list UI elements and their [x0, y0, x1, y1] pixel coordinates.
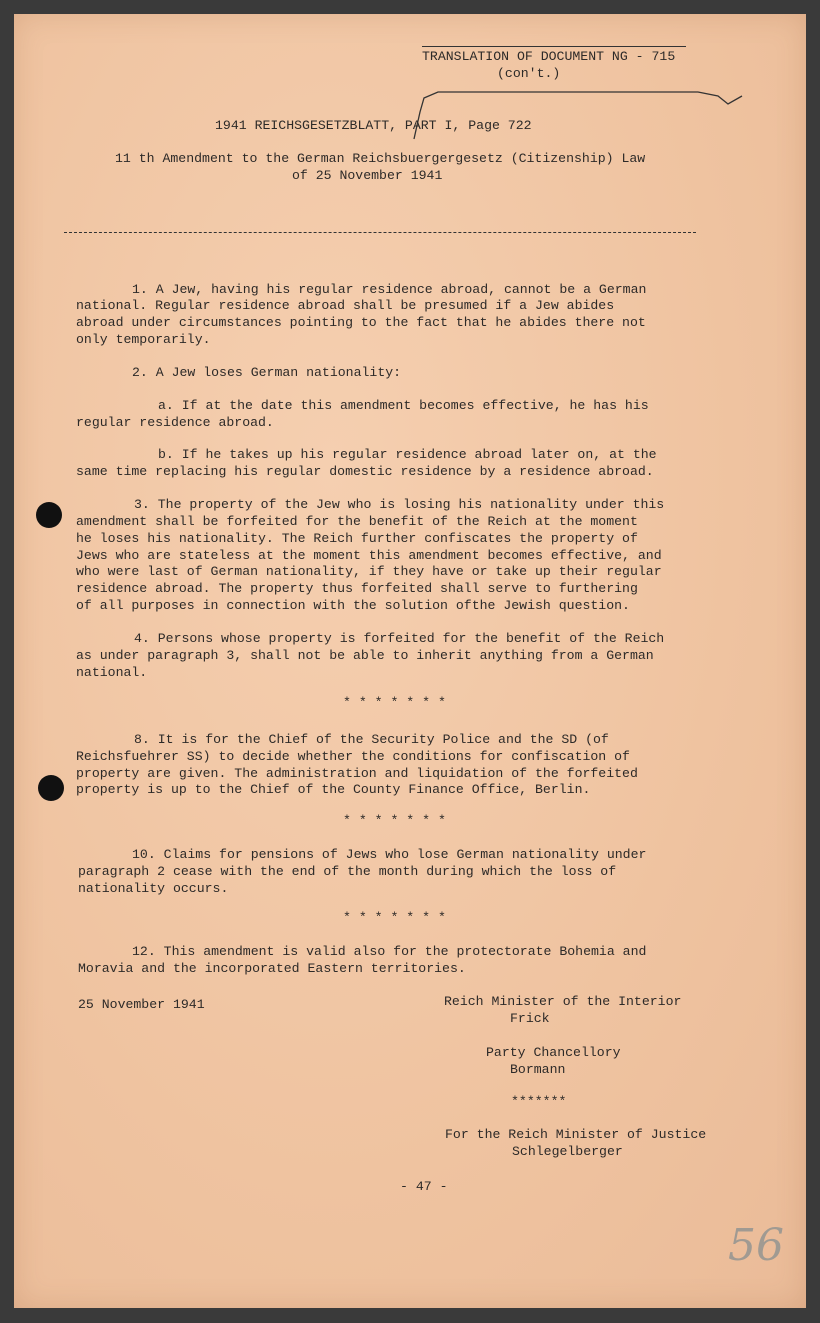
document-page	[14, 14, 806, 1308]
para-8-line-2: Reichsfuehrer SS) to decide whether the conditions for confiscation of	[76, 749, 630, 764]
para-1-line-1: 1. A Jew, having his regular residence abroad, cannot be a German	[132, 282, 647, 297]
para-1-line-4: only temporarily.	[76, 332, 211, 347]
para-3-line-6: residence abroad. The property thus forfeited shall serve to furthering	[76, 581, 638, 596]
para-3-line-1: 3. The property of the Jew who is losing his nationality under this	[134, 497, 665, 512]
para-3-line-2: amendment shall be forfeited for the benefit of the Reich at the moment	[76, 514, 638, 529]
para-12-line-2: Moravia and the incorporated Eastern territories.	[78, 961, 466, 976]
separator-1: * * * * * * *	[343, 695, 446, 710]
para-3-line-4: Jews who are stateless at the moment this amendment becomes effective, and	[76, 548, 662, 563]
handwritten-page-number: 56	[728, 1220, 784, 1271]
para-2a-line-2: regular residence abroad.	[76, 415, 274, 430]
signature-2-title: Party Chancellory	[486, 1045, 621, 1060]
separator-3: * * * * * * *	[343, 910, 446, 925]
para-8-line-3: property are given. The administration and liquidation of the forfeited	[76, 766, 638, 781]
signature-2-name: Bormann	[510, 1062, 566, 1077]
source-line: 1941 REICHSGESETZBLATT, PART I, Page 722	[215, 118, 532, 133]
para-1-line-3: abroad under circumstances pointing to the fact that he abides there not	[76, 315, 646, 330]
para-2a-line-1: a. If at the date this amendment becomes effective, he has his	[158, 398, 649, 413]
para-3-line-5: who were last of German nationality, if they have or take up their regular	[76, 564, 662, 579]
para-2b-line-2: same time replacing his regular domestic residence by a residence abroad.	[76, 464, 654, 479]
para-3-line-7: of all purposes in connection with the solution ofthe Jewish question.	[76, 598, 630, 613]
punch-hole-top	[36, 502, 62, 528]
signature-3-title: For the Reich Minister of Justice	[445, 1127, 707, 1142]
page-number: - 47 -	[400, 1179, 448, 1194]
para-12-line-1: 12. This amendment is valid also for the protectorate Bohemia and	[132, 944, 647, 959]
title-line1: 11 th Amendment to the German Reichsbuergergesetz (Citizenship) Law	[115, 151, 646, 166]
para-4-line-1: 4. Persons whose property is forfeited for the benefit of the Reich	[134, 631, 665, 646]
title-line2: of 25 November 1941	[292, 168, 443, 183]
para-2: 2. A Jew loses German nationality:	[132, 365, 402, 380]
signature-1-title: Reich Minister of the Interior	[444, 994, 682, 1009]
para-3-line-3: he loses his nationality. The Reich further confiscates the property of	[76, 531, 638, 546]
para-10-line-3: nationality occurs.	[78, 881, 229, 896]
header-rule-top	[422, 46, 686, 47]
translation-line1: TRANSLATION OF DOCUMENT NG - 715	[422, 49, 676, 64]
para-1-line-2: national. Regular residence abroad shall be presumed if a Jew abides	[76, 298, 615, 313]
para-8-line-1: 8. It is for the Chief of the Security Police and the SD (of	[134, 732, 609, 747]
para-10-line-1: 10. Claims for pensions of Jews who lose German nationality under	[132, 847, 647, 862]
para-2b-line-1: b. If he takes up his regular residence abroad later on, at the	[158, 447, 657, 462]
separator-2: * * * * * * *	[343, 813, 446, 828]
signature-separator: *******	[511, 1094, 567, 1109]
translation-line2: (con't.)	[497, 66, 561, 81]
para-4-line-2: as under paragraph 3, shall not be able to inherit anything from a German	[76, 648, 654, 663]
signature-3-name: Schlegelberger	[512, 1144, 623, 1159]
para-10-line-2: paragraph 2 cease with the end of the month during which the loss of	[78, 864, 617, 879]
para-4-line-3: national.	[76, 665, 148, 680]
para-8-line-4: property is up to the Chief of the County Finance Office, Berlin.	[76, 782, 591, 797]
signature-1-name: Frick	[510, 1011, 550, 1026]
header-divider	[64, 232, 696, 233]
punch-hole-bottom	[38, 775, 64, 801]
signature-date: 25 November 1941	[78, 997, 205, 1012]
